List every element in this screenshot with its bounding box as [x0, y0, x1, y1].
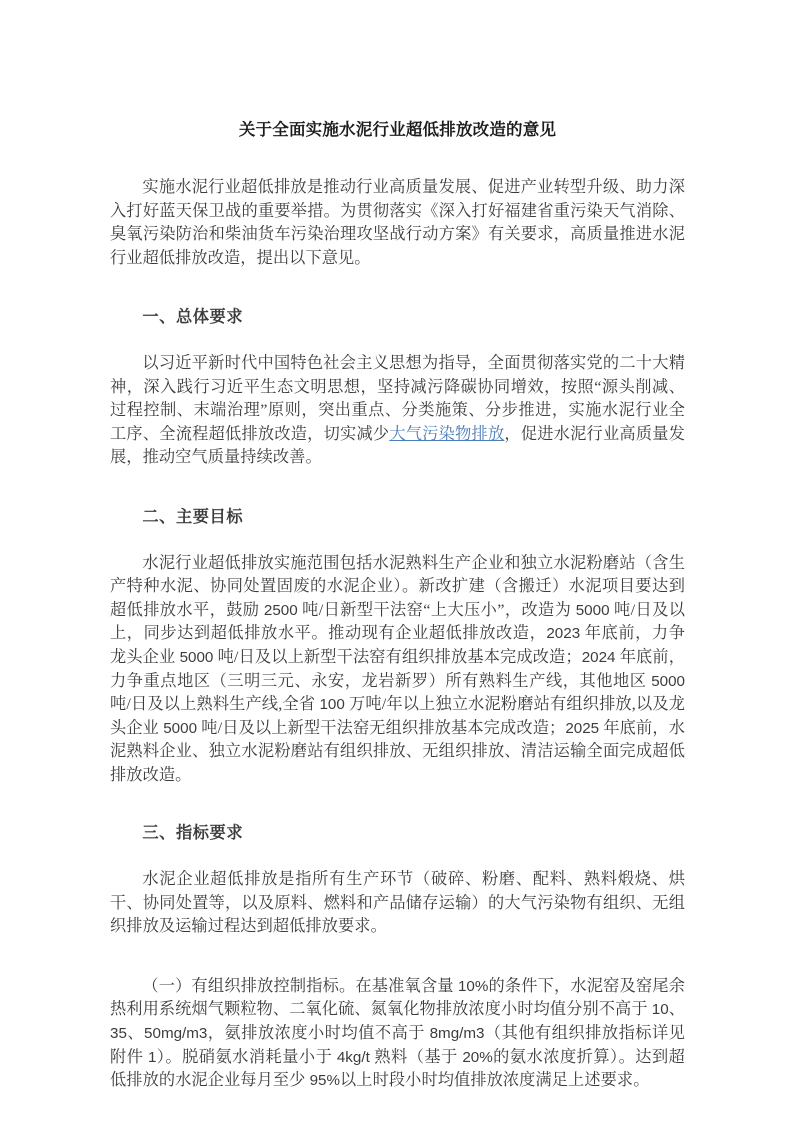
numeric-value: 4kg/t	[336, 1048, 370, 1066]
paragraph-text-run: 熟料（基于	[369, 1047, 463, 1066]
paragraph-text-run: 年底前，水泥熟料企业、独立水泥粉磨站有组织排放、无组织排放、清洁运输全面完成超低排放改造。	[110, 718, 685, 784]
paragraph-text-run: 以上时段小时均值排放浓度满足上述要求。	[340, 1071, 650, 1090]
section-heading-main-objectives: 二、主要目标	[142, 507, 244, 526]
paragraph-text-run: ，氨排放浓度小时均值不高于	[207, 1024, 430, 1043]
paragraph-text-run: ）。脱硝氨水消耗量小于	[156, 1047, 337, 1066]
paragraph-text-run: 的条件下，水泥窑及窑尾余热利用系统烟气颗粒物、二氧化硫、氮氧化物排放浓度小时均值分别不高于	[110, 976, 686, 1019]
numeric-value: 50mg/m3	[144, 1025, 208, 1043]
section-gap	[110, 492, 685, 506]
numeric-value: 2025	[565, 719, 600, 737]
paragraph-text-run: 吨/日及以上新型干法窑有组织排放基本完成改造；	[213, 647, 582, 666]
numeric-value: 10%	[457, 977, 489, 995]
paragraph-text-run: （其他有组织排放指标详见附件	[110, 1024, 685, 1066]
paragraph-text-run: 水泥行业超低排放实施范围包括水泥熟料生产企业和独立水泥粉磨站（含生产特种水泥、协同处置固废的水泥企业）。新改扩建（含搬迁）水泥项目要达到超低排放水平，鼓励	[110, 553, 685, 619]
paragraph-text-run: 吨/日及以上新型干法窑无组织排放基本完成改造；	[197, 718, 566, 737]
numeric-value: 5000	[179, 648, 214, 666]
paragraph-text-run: 万吨/年以上独立水泥粉磨站有组织排放,以及龙头企业	[110, 695, 686, 737]
numeric-value: 5000	[575, 601, 610, 619]
paragraph-text-run: 、	[668, 1000, 685, 1019]
section-gap	[110, 961, 685, 975]
paragraph-text-run: 、	[126, 1024, 145, 1043]
paragraph-text-lead: 以习近平新时代中国特色社会主义思想为指导，全面贯彻落实党的二十大精神，深入践行习近平生态文明思想，坚持减污降碳协同增效，按照“源头削减、过程控制、末端治理”原则，突出重点、分类施策、分步推进，实施水泥行业全工序、全流程超低排放改造，切实减少	[110, 353, 685, 443]
numeric-value: 1	[147, 1048, 157, 1066]
section-heading-index-requirements: 三、指标要求	[142, 824, 244, 843]
numeric-value: 35	[110, 1025, 127, 1043]
numeric-value: 2500	[263, 601, 298, 619]
numeric-value: 2024	[581, 648, 616, 666]
numeric-value: 10	[651, 1001, 669, 1019]
paragraph-text-run: 年底前，力争重点地区（三明三元、永安，龙岩新罗）所有熟料生产线，其他地区	[110, 647, 686, 690]
numeric-value: 5000	[163, 719, 198, 737]
section-paragraph-overall-requirements	[110, 352, 685, 470]
section-gap	[110, 808, 685, 822]
paragraph-text-run: 年底前，力争龙头企业	[110, 624, 685, 666]
section-paragraph-main-objectives	[110, 552, 685, 788]
paragraph-text-run: 吨/日及以上熟料生产线,全省	[110, 695, 320, 714]
numeric-value: 8mg/m3	[429, 1025, 485, 1043]
intro-paragraph: 实施水泥行业超低排放是推动行业高质量发展、促进产业转型升级、助力深入打好蓝天保卫战的重要举措。为贯彻落实《深入打好福建省重污染天气消除、臭氧污染防治和柴油货车污染治理攻坚战行动方案》有关要求，高质量推进水泥行业超低排放改造，提出以下意见。	[110, 178, 685, 267]
paragraph-text-run: （一）有组织排放控制指标。在基准氧含量	[142, 976, 458, 995]
document-content	[110, 118, 685, 1115]
paragraph-text-tail: ，促进水泥行业高质量发展，推动空气质量持续改善。	[110, 424, 685, 467]
numeric-value: 5000	[651, 672, 685, 690]
section-gap	[110, 292, 685, 306]
paragraph-text-run: 吨/日新型干法窑“上大压小”，改造为	[297, 600, 576, 619]
paragraph-text-run: 吨/日及以上，同步达到超低排放水平。推动现有企业超低排放改造，	[110, 600, 685, 643]
numeric-value: 100	[319, 696, 345, 714]
paragraph-text-run: 的氨水浓度折算）。达到超低排放的水泥企业每月至少	[110, 1047, 685, 1090]
air-pollutant-emission-link[interactable]: 大气污染物排放	[389, 424, 505, 443]
page-title: 关于全面实施水泥行业超低排放改造的意见	[238, 121, 557, 139]
section-paragraph-index-requirements: 水泥企业超低排放是指所有生产环节（破碎、粉磨、配料、熟料煅烧、烘干、协同处置等，以及原料、燃料和产品储存运输）的大气污染物有组织、无组织排放及运输过程达到超低排放要求。	[110, 870, 685, 936]
numeric-value: 2023	[546, 625, 581, 643]
numeric-value: 95%	[309, 1072, 341, 1090]
section-heading-overall-requirements: 一、总体要求	[142, 308, 244, 327]
subsection-paragraph-organized-emission-control	[110, 975, 685, 1093]
numeric-value: 20%	[462, 1048, 493, 1066]
